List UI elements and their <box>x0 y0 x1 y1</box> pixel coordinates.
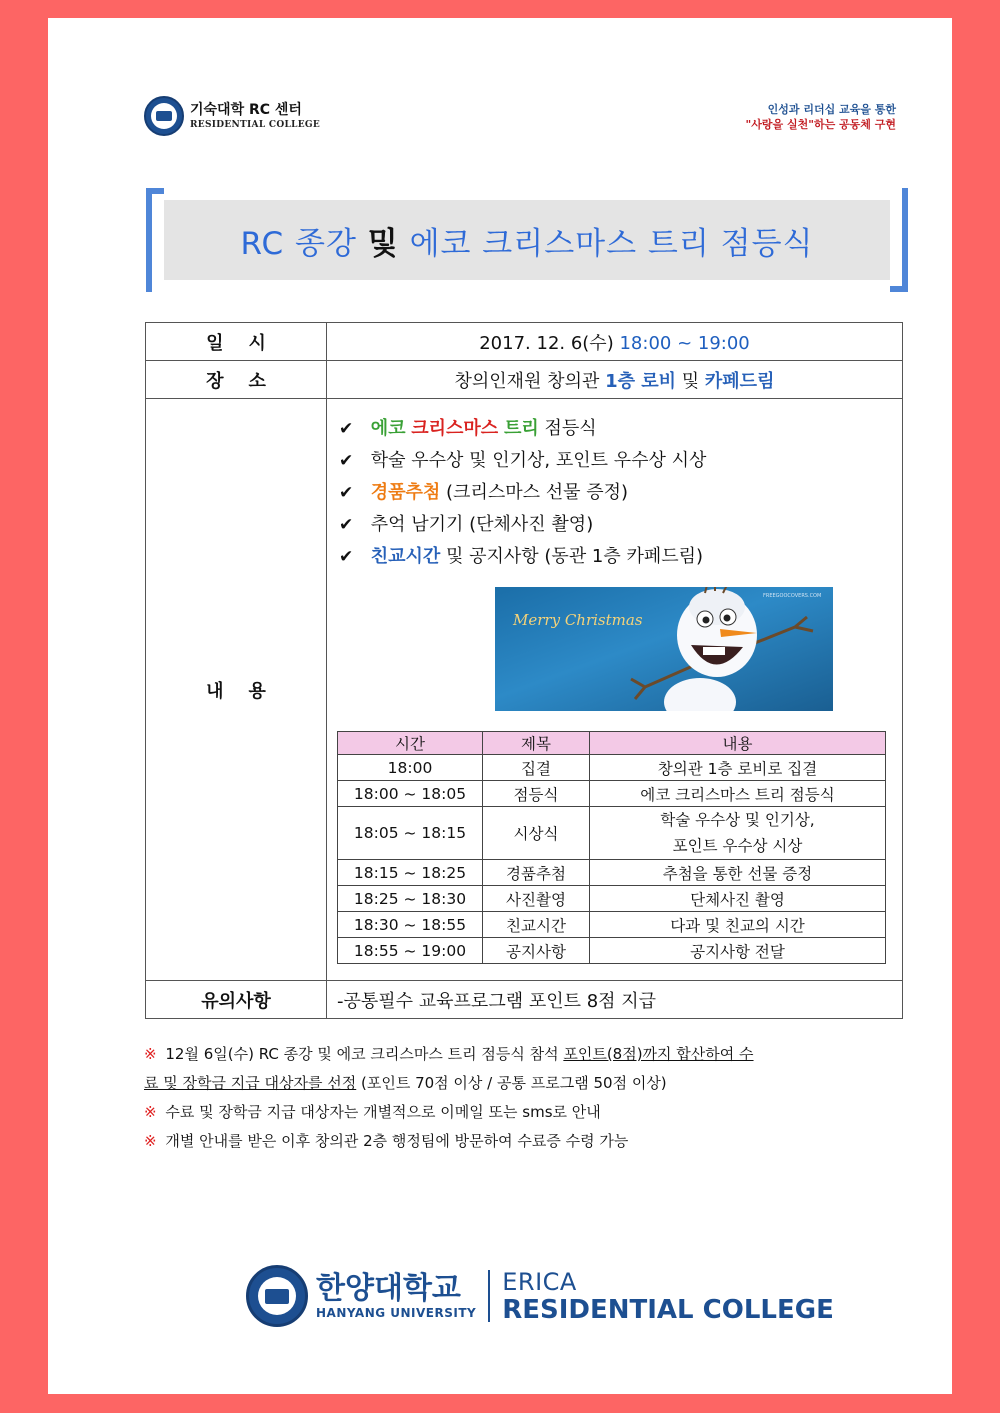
row-time: 18:00 <box>338 755 483 781</box>
title-banner <box>146 188 908 292</box>
place-loc2: 카페드림 <box>704 370 775 392</box>
hanyang-seal-icon <box>246 1265 308 1327</box>
note3: 개별 안내를 받은 이후 창의관 2층 행정팀에 방문하여 수료증 수령 가능 <box>165 1132 629 1150</box>
program-item <box>339 509 902 541</box>
row-title: 점등식 <box>483 781 590 807</box>
header-slogan <box>746 102 896 132</box>
content-cell <box>327 399 903 981</box>
erica-mark: ERICA <box>502 1267 577 1296</box>
b1-rest: 점등식 <box>544 418 597 439</box>
row-title: 집결 <box>483 755 590 781</box>
b5-highlight: 친교시간 <box>370 546 441 567</box>
note1-b: 포인트(8점)까지 합산하여 수 <box>563 1045 754 1063</box>
row-desc: 다과 및 친교의 시간 <box>590 912 886 938</box>
note-item <box>144 1098 914 1127</box>
content-label: 내 용 <box>146 399 327 981</box>
table-row <box>338 781 886 807</box>
b1-tree: 트리 <box>503 418 539 439</box>
row-desc-line1: 학술 우수상 및 인기상, <box>660 811 815 829</box>
checkmark-icon: ✔ <box>339 419 354 439</box>
row-desc-line2: 포인트 우수상 시상 <box>672 837 803 855</box>
note1-c: 료 및 장학금 지급 대상자를 선정 <box>144 1074 357 1092</box>
b1-eco: 에코 <box>370 418 406 439</box>
row-desc: 단체사진 촬영 <box>590 886 886 912</box>
notes-section <box>144 1040 914 1156</box>
date-value: 2017. 12. 6(수) <box>479 332 614 354</box>
place-label: 장 소 <box>146 361 327 399</box>
info-table <box>145 322 903 1019</box>
place-and: 및 <box>681 370 700 392</box>
schedule-table <box>337 731 886 964</box>
note1-d: (포인트 70점 이상 / 공통 프로그램 50점 이상) <box>361 1074 667 1092</box>
col-header-desc: 내용 <box>590 732 886 755</box>
col-header-time: 시간 <box>338 732 483 755</box>
row-desc: 에코 크리스마스 트리 점등식 <box>590 781 886 807</box>
row-time: 18:30 ~ 18:55 <box>338 912 483 938</box>
row-time: 18:25 ~ 18:30 <box>338 886 483 912</box>
row-title: 공지사항 <box>483 938 590 964</box>
checkmark-icon: ✔ <box>339 515 354 535</box>
place-loc1: 1층 로비 <box>605 370 677 392</box>
row-time: 18:00 ~ 18:05 <box>338 781 483 807</box>
program-item <box>339 413 902 445</box>
note2: 수료 및 장학금 지급 대상자는 개별적으로 이메일 또는 sms로 안내 <box>165 1103 601 1121</box>
program-item <box>339 477 902 509</box>
univ-name-en: HANYANG UNIVERSITY <box>316 1305 477 1320</box>
b2-text: 학술 우수상 및 인기상, 포인트 우수상 시상 <box>370 450 707 471</box>
row-desc <box>590 807 886 860</box>
footer-logo <box>246 1265 834 1327</box>
b5-rest: 및 공지사항 (동관 1층 카페드림) <box>446 546 704 567</box>
table-row <box>338 755 886 781</box>
poster-page <box>48 18 952 1394</box>
b3-rest: (크리스마스 선물 증정) <box>446 482 629 503</box>
footer-divider <box>488 1270 490 1322</box>
note-item <box>144 1069 914 1098</box>
note-mark: ※ <box>144 1132 157 1150</box>
row-title: 시상식 <box>483 807 590 860</box>
olaf-illustration <box>495 587 833 711</box>
notes-label: 유의사항 <box>146 981 327 1019</box>
note-mark: ※ <box>144 1045 157 1063</box>
title-part3: 에코 크리스마스 트리 점등식 <box>409 225 814 262</box>
slogan-line1: 인성과 리더십 교육을 통한 <box>767 103 896 116</box>
checkmark-icon: ✔ <box>339 547 354 567</box>
place-prefix: 창의인재원 창의관 <box>454 370 600 392</box>
title-part2: 및 <box>367 225 399 262</box>
time-value: 18:00 ~ 19:00 <box>619 332 750 354</box>
table-row <box>338 938 886 964</box>
program-item <box>339 445 902 477</box>
date-label: 일 시 <box>146 323 327 361</box>
univ-name-ko: 한양대학교 <box>316 1270 461 1306</box>
program-list <box>339 413 902 573</box>
row-time: 18:55 ~ 19:00 <box>338 938 483 964</box>
rc-name: RESIDENTIAL COLLEGE <box>502 1294 834 1325</box>
row-time: 18:15 ~ 18:25 <box>338 860 483 886</box>
b1-xmas: 크리스마스 <box>411 418 499 439</box>
christmas-image <box>495 587 833 711</box>
title-part1: RC 종강 <box>240 225 357 262</box>
note-mark: ※ <box>144 1103 157 1121</box>
image-watermark: FREEGOOCOVERS.COM <box>763 593 822 599</box>
table-row <box>338 807 886 860</box>
org-name-en: RESIDENTIAL COLLEGE <box>190 119 321 130</box>
row-title: 친교시간 <box>483 912 590 938</box>
row-time: 18:05 ~ 18:15 <box>338 807 483 860</box>
row-desc: 공지사항 전달 <box>590 938 886 964</box>
slogan-line2: "사랑을 실천"하는 공동체 구현 <box>745 118 896 131</box>
header-logo <box>144 96 320 136</box>
row-desc: 창의관 1층 로비로 집결 <box>590 755 886 781</box>
row-title: 사진촬영 <box>483 886 590 912</box>
b3-highlight: 경품추첨 <box>370 482 441 503</box>
university-seal-icon <box>144 96 184 136</box>
note-item <box>144 1040 914 1069</box>
note-item <box>144 1127 914 1156</box>
row-title: 경품추첨 <box>483 860 590 886</box>
image-caption: Merry Christmas <box>513 611 643 629</box>
program-item <box>339 541 902 573</box>
org-name-ko: 기숙대학 RC 센터 <box>190 101 302 118</box>
table-row <box>338 886 886 912</box>
b4-text: 추억 남기기 (단체사진 촬영) <box>370 514 594 535</box>
table-row <box>338 912 886 938</box>
note1-a: 12월 6일(수) RC 종강 및 에코 크리스마스 트리 점등식 참석 <box>165 1045 559 1063</box>
place-cell <box>327 361 903 399</box>
date-cell <box>327 323 903 361</box>
col-header-title: 제목 <box>483 732 590 755</box>
notes-value: -공통필수 교육프로그램 포인트 8점 지급 <box>327 981 903 1019</box>
table-row <box>338 860 886 886</box>
checkmark-icon: ✔ <box>339 483 354 503</box>
row-desc: 추첨을 통한 선물 증정 <box>590 860 886 886</box>
checkmark-icon: ✔ <box>339 451 354 471</box>
